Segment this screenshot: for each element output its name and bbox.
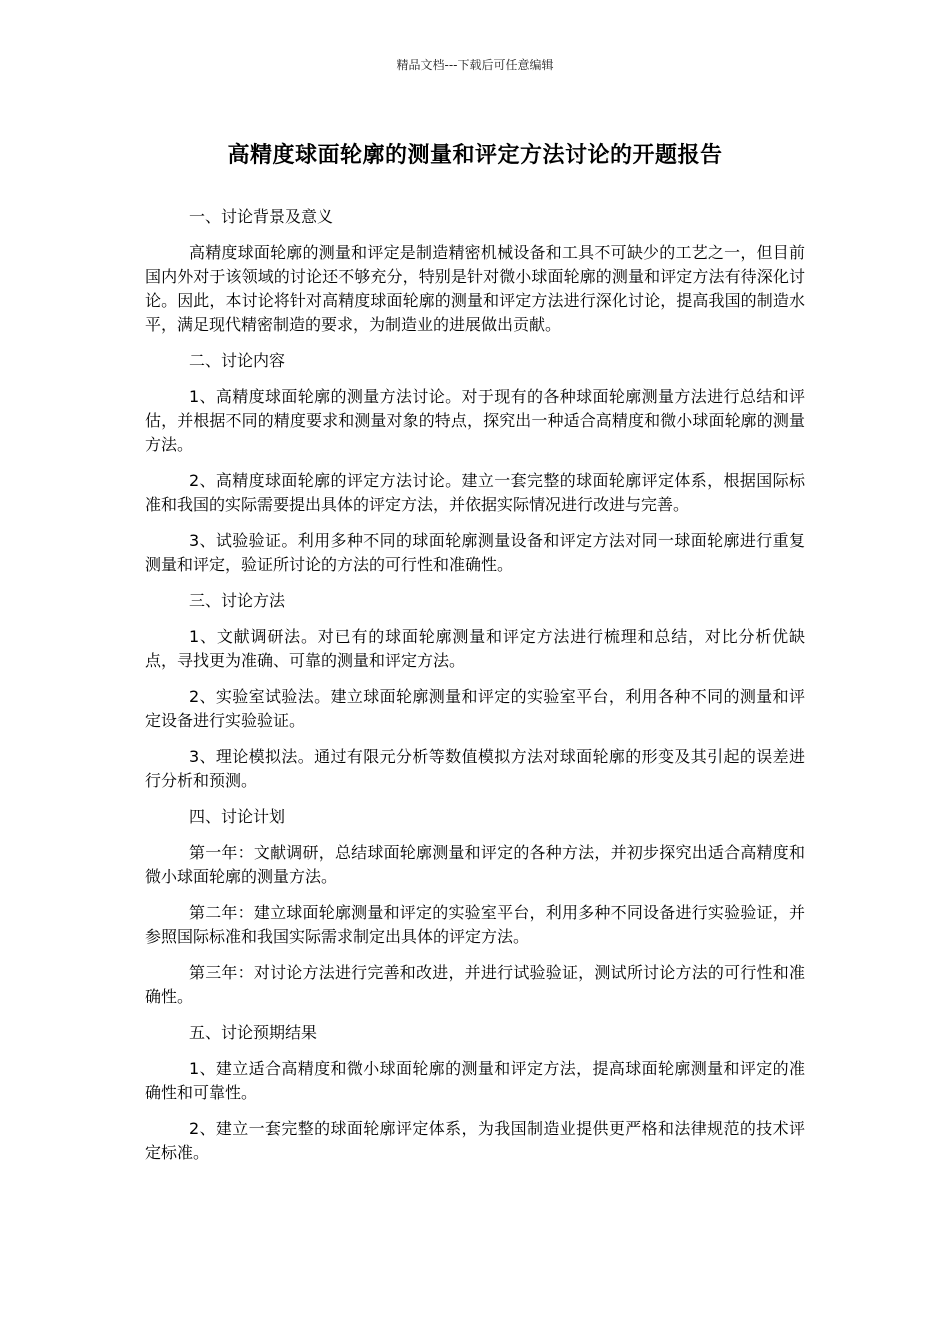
- document-body: [145, 205, 805, 1177]
- page-header: 精品文档---下载后可任意编辑: [396, 58, 554, 72]
- paragraph-result-2: 2、建立一套完整的球面轮廓评定体系，为我国制造业提供更严格和法律规范的技术评定标准。: [145, 1119, 805, 1162]
- section-heading-methods: 三、讨论方法: [189, 591, 286, 610]
- paragraph-plan-year-1: 第一年：文献调研，总结球面轮廓测量和评定的各种方法，并初步探究出适合高精度和微小球面轮廓的测量方法。: [145, 843, 805, 886]
- paragraph-content-2: 2、高精度球面轮廓的评定方法讨论。建立一套完整的球面轮廓评定体系，根据国际标准和我国的实际需要提出具体的评定方法，并依据实际情况进行改进与完善。: [145, 471, 805, 514]
- paragraph-method-3: 3、理论模拟法。通过有限元分析等数值模拟方法对球面轮廓的形变及其引起的误差进行分析和预测。: [145, 747, 805, 790]
- paragraph-content-3: 3、试验验证。利用多种不同的球面轮廓测量设备和评定方法对同一球面轮廓进行重复测量和评定，验证所讨论的方法的可行性和准确性。: [145, 531, 805, 574]
- paragraph-background: 高精度球面轮廓的测量和评定是制造精密机械设备和工具不可缺少的工艺之一，但目前国内外对于该领域的讨论还不够充分，特别是针对微小球面轮廓的测量和评定方法有待深化讨论。因此，本讨论将针对高精度球面轮廓的测量和评定方法进行深化讨论，提高我国的制造水平，满足现代精密制造的要求，为制造业的进展做出贡献。: [145, 243, 805, 334]
- paragraph-method-2: 2、实验室试验法。建立球面轮廓测量和评定的实验室平台，利用各种不同的测量和评定设备进行实验验证。: [145, 687, 805, 730]
- paragraph-result-1: 1、建立适合高精度和微小球面轮廓的测量和评定方法，提高球面轮廓测量和评定的准确性和可靠性。: [145, 1059, 805, 1102]
- section-heading-content: 二、讨论内容: [189, 351, 286, 370]
- section-heading-plan: 四、讨论计划: [189, 807, 286, 826]
- paragraph-method-1: 1、文献调研法。对已有的球面轮廓测量和评定方法进行梳理和总结，对比分析优缺点，寻找更为准确、可靠的测量和评定方法。: [145, 627, 805, 670]
- section-heading-expected-results: 五、讨论预期结果: [189, 1023, 318, 1042]
- document-title: 高精度球面轮廓的测量和评定方法讨论的开题报告: [227, 143, 723, 168]
- section-heading-background: 一、讨论背景及意义: [189, 207, 334, 226]
- paragraph-plan-year-2: 第二年：建立球面轮廓测量和评定的实验室平台，利用多种不同设备进行实验验证，并参照国际标准和我国实际需求制定出具体的评定方法。: [145, 903, 805, 946]
- paragraph-plan-year-3: 第三年：对讨论方法进行完善和改进，并进行试验验证，测试所讨论方法的可行性和准确性。: [145, 963, 805, 1006]
- paragraph-content-1: 1、高精度球面轮廓的测量方法讨论。对于现有的各种球面轮廓测量方法进行总结和评估，并根据不同的精度要求和测量对象的特点，探究出一种适合高精度和微小球面轮廓的测量方法。: [145, 387, 805, 454]
